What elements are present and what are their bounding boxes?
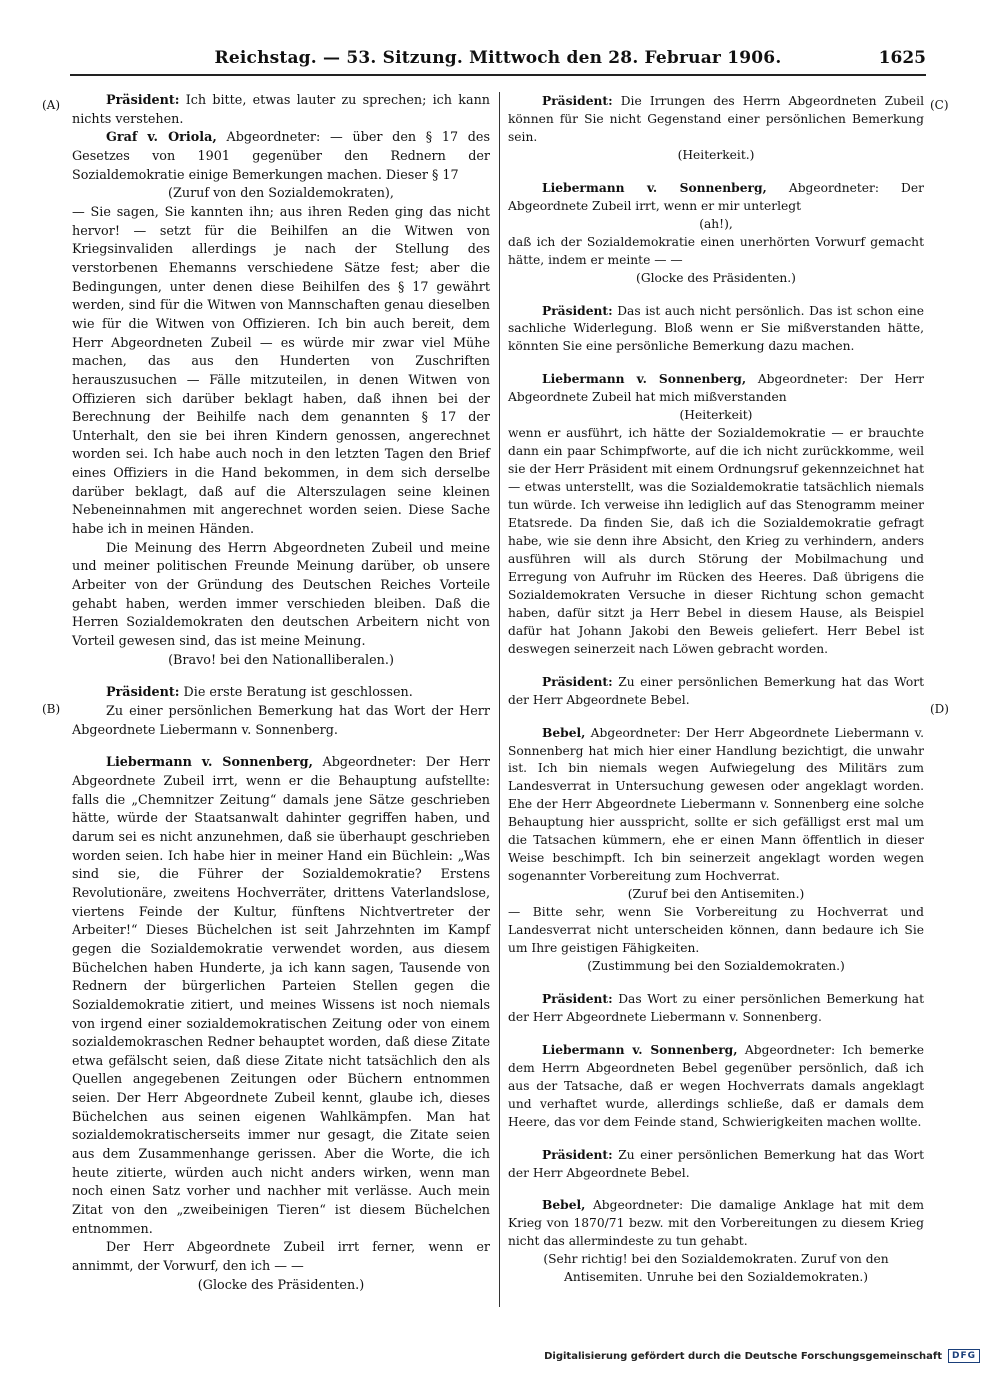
interjection: (Bravo! bei den Nationalliberalen.) (168, 652, 394, 668)
paragraph (508, 904, 924, 958)
speech-paragraph (508, 1146, 924, 1183)
speaker-name: Bebel, (542, 724, 586, 740)
speech-text: Zu einer persönlichen Bemerkung hat das Wort der Herr Abgeordnete Bebel. (508, 674, 924, 707)
paragraph (508, 234, 924, 270)
speaker-name: Präsident: (542, 990, 613, 1006)
speech-text: daß ich der Sozialdemokratie einen unerhörten Vorwurf gemacht hätte, indem er meinte — — (508, 234, 924, 267)
interjection: (Zustimmung bei den Sozialdemokraten.) (587, 958, 845, 973)
margin-mark-a: (A) (42, 98, 61, 112)
footer-credit: Digitalisierung gefördert durch die Deutsche Forschungsgemeinschaft (544, 1350, 942, 1362)
margin-mark-b: (B) (42, 702, 61, 716)
interjection: (Heiterkeit.) (677, 147, 755, 162)
speech-text: Abgeordneter: Der Herr Abgeordnete Zubeil hat mich mißverstanden (508, 372, 924, 405)
speech-text: — Bitte sehr, wenn Sie Vorbereitung zu Hochverrat und Landesverrat nicht unterscheiden können, dann bedaure ich Sie um Ihre geistigen Fähigkeiten. (508, 905, 924, 955)
paragraph (508, 425, 924, 658)
speaker-name: Präsident: (106, 93, 180, 108)
speech-paragraph (508, 1041, 924, 1132)
speech-text: Ich bitte, etwas lauter zu sprechen; ich kann nichts verstehen. (72, 93, 490, 127)
interjection: (Glocke des Präsidenten.) (636, 270, 796, 285)
speaker-name: Präsident: (542, 1146, 613, 1162)
speaker-name: Präsident: (106, 685, 180, 701)
speech-text: Die erste Beratung ist geschlossen. (179, 685, 413, 701)
interjection: (Heiterkeit) (679, 408, 753, 423)
speaker-name: Liebermann v. Sonnenberg, (542, 179, 767, 195)
speech-paragraph (508, 179, 924, 216)
interjection: (Zuruf bei den Antisemiten.) (627, 887, 805, 902)
paragraph (72, 540, 490, 652)
speech-text: Abgeordneter: Ich bemerke dem Herrn Abgeordneten Bebel gegenüber persönlich, daß ich aus der Tatsache, daß er wegen Hochverrats damals angeklagt und verhaftet wurde, allerdings schließe, daß er damals dem Heere, das vor dem Feinde stand, Schwierigkeiten machen wollte. (508, 1042, 924, 1129)
speech-text: Die Irrungen des Herrn Abgeordneten Zubeil können für Sie nicht Gegenstand einer persönlichen Bemerkung sein. (508, 94, 924, 144)
paragraph (72, 1239, 490, 1276)
speaker-name: Präsident: (542, 673, 613, 689)
speaker-name: Präsident: (542, 302, 613, 318)
speaker-name: Graf v. Oriola, (106, 130, 217, 146)
page-number: 1625 (878, 48, 926, 68)
speech-paragraph (72, 684, 490, 703)
interjection: (Sehr richtig! bei den Sozialdemokraten. Zuruf von den Antisemiten. Unruhe bei den Sozialdemokraten.) (543, 1252, 889, 1285)
speaker-name: Liebermann v. Sonnenberg, (106, 755, 313, 771)
speaker-name: Liebermann v. Sonnenberg, (542, 1041, 738, 1057)
footer (544, 1349, 980, 1363)
paragraph (72, 703, 490, 740)
running-header (70, 48, 926, 76)
speech-paragraph (72, 754, 490, 1239)
speech-text: Abgeordneter: — über den § 17 des Gesetzes von 1901 gegenüber den Rednern der Sozialdemokratie einige Bemerkungen machen. Dieser § 17 (72, 130, 490, 183)
speech-text: Die Meinung des Herrn Abgeordneten Zubeil und meine und meiner politischen Freunde Meinung darüber, ob unsere Arbeiter von der Gründung des Deutschen Reiches Vorteile gehabt haben, werden immer verschieden bleiben. Daß die Herren Sozialdemokraten den deutschen Arbeitern nicht von Vorteil gewesen sind, das ist meine Meinung. (72, 540, 490, 650)
paragraph (72, 204, 490, 540)
speech-paragraph (508, 673, 924, 710)
speech-text: Das Wort zu einer persönlichen Bemerkung hat der Herr Abgeordnete Liebermann v. Sonnenberg. (508, 991, 924, 1024)
speaker-name: Bebel, (542, 1197, 586, 1213)
margin-mark-c: (C) (930, 98, 949, 112)
speech-paragraph (72, 129, 490, 185)
speech-text: Der Herr Abgeordnete Zubeil irrt ferner, wenn er annimmt, der Vorwurf, den ich — — (72, 1240, 490, 1275)
speech-text: — Sie sagen, Sie kannten ihn; aus ihren Reden ging das nicht hervor! — setzt für die Beihilfen an die Witwen von Kriegsinvaliden allerdings je nach der Stellung des verstorbenen Ehemanns verschiedene Sätze fest; aber die Bedingungen, unter denen diese Beihilfen des § 17 gewährt werden, sind für die Witwen von Mannschaften genau dieselben wie für die Witwen von Offizieren. Ich bin auch bereit, dem Herr Abgeordneten Zubeil — es würde mir zwar viel Mühe machen, das aus den Hunderten von Zuschriften herauszusuchen — Fälle mitzuteilen, in denen Witwen von Offizieren sich darüber beklagt haben, daß ihnen bei der Berechnung der Beihilfe nach dem genannten § 17 der Unterhalt, den sie bei ihren Kindern genossen, angerechnet worden sei. Ich habe auch noch in den letzten Tagen den Brief eines Offiziers in die Hand bekommen, in dem sich derselbe darüber beklagt, daß auf die Alterszulagen seine kleinen Nebeneinnahmen mit angerechnet worden seien. Diese Sache habe ich in meinen Händen. (72, 204, 490, 538)
interjection: (Zuruf von den Sozialdemokraten), (168, 186, 394, 202)
speech-text: Zu einer persönlichen Bemerkung hat das Wort der Herr Abgeordnete Liebermann v. Sonnenberg. (72, 704, 490, 738)
speaker-name: Liebermann v. Sonnenberg, (542, 371, 747, 387)
margin-mark-d: (D) (930, 702, 949, 716)
speech-text: Das ist auch nicht persönlich. Das ist schon eine sachliche Widerlegung. Bloß wenn er Sie mißverstanden hätte, könnten Sie eine persönliche Bemerkung dazu machen. (508, 303, 924, 354)
speech-paragraph (508, 724, 924, 887)
speech-paragraph (508, 92, 924, 147)
interjection: (ah!), (699, 216, 733, 231)
speech-text: Zu einer persönlichen Bemerkung hat das Wort der Herr Abgeordnete Bebel. (508, 1147, 924, 1180)
dfg-logo: DFG (948, 1349, 980, 1363)
header-title: Reichstag. — 53. Sitzung. Mittwoch den 28. Februar 1906. (214, 48, 782, 68)
speech-text: wenn er ausführt, ich hätte der Sozialdemokratie — er brauchte dann ein paar Schimpfworte, auf die ich nicht zurückkomme, weil sie der Herr Präsident mit einem Ordnungsruf gekennzeichnet hat — etwas unterstellt, was die Sozialdemokratie tatsächlich niemals tun würde. Ich verweise ihn lediglich auf das Stenogramm meiner Etatsrede. Da finden Sie, daß ich die Sozialdemokratie gefragt habe, wie sie denn ihre Absicht, den Krieg zu verhindern, anders ausführen will als durch Störung der Mobilmachung und Erregung von Aufruhr im Rücken des Heeres. Daß übrigens die Sozialdemokraten Versuche in dieser Richtung schon gemacht haben, dafür sitzt ja Herr Bebel in diesem Hause, als Beispiel dafür hat Johann Jakobi den Beweis geliefert. Herr Bebel ist deswegen seinerzeit nach Löwen gebracht worden. (508, 426, 924, 656)
right-column (508, 92, 924, 1287)
speech-paragraph (508, 370, 924, 407)
speech-text: Abgeordneter: Der Herr Abgeordnete Liebermann v. Sonnenberg hat mich hier einer Handlung bezichtigt, die unwahr ist. Ich bin niemals wegen Aufwiegelung des Militärs zum Landesverrat in Untersuchung gewesen oder angeklagt worden. Ehe der Herr Abgeordnete Liebermann v. Sonnenberg eine solche Behauptung hier ausspricht, sollte er sich gefälligst erst mal um die Tatsachen kümmern, ehe er einen Mann öffentlich in dieser Weise beschimpft. Ich bin seinerzeit angeklagt worden wegen sogenannter Vorbereitung zum Hochverrat. (508, 725, 924, 884)
speaker-name: Präsident: (542, 93, 613, 108)
speech-paragraph (508, 1196, 924, 1251)
speech-paragraph (508, 302, 924, 357)
speech-text: Abgeordneter: Der Abgeordnete Zubeil irrt, wenn er mir unterlegt (508, 180, 924, 213)
column-divider (499, 92, 500, 1307)
interjection: (Glocke des Präsidenten.) (197, 1277, 365, 1293)
speech-paragraph (72, 92, 490, 129)
left-column (72, 92, 490, 1295)
speech-text: Abgeordneter: Die damalige Anklage hat mit dem Krieg von 1870/71 bezw. mit den Vorbereitungen zu diesem Krieg nicht das allermindeste zu tun gehabt. (508, 1198, 924, 1249)
speech-paragraph (508, 990, 924, 1027)
speech-text: Abgeordneter: Der Herr Abgeordnete Zubeil irrt, wenn er die Behauptung aufstellte: falls die „Chemnitzer Zeitung“ damals jene Sätze geschrieben hätte, würde der Staatsanwalt dahinter gegriffen haben, und darum sei es nicht anzunehmen, daß sie überhaupt geschrieben worden seien. Ich habe hier in meiner Hand ein Büchlein: „Was sind sie, die Führer der Sozialdemokratie? Erstens Revolutionäre, zweitens Hochverräter, drittens Vaterlandslose, viertens Feinde der Kultur, fünftens Nichtvertreter der Arbeiter!“ Dieses Büchelchen ist seit Jahrzehnten im Kampf gegen die Sozialdemokratie verwendet worden, aus diesem Büchelchen haben Hunderte, ja ich kann sagen, Tausende von Rednern der bürgerlichen Parteien Stellen gegen die Sozialdemokratie zitiert, und meines Wissens ist noch niemals von irgend einer sozialdemokratischen Zeitung oder von einem sozialdemokraschen Redner behauptet worden, daß diese Zitate etwa gefälscht seien, daß diese Zitate nicht tatsächlich den als Quellen angegebenen Zeitungen oder Büchern entnommen seien. Der Herr Abgeordnete Zubeil kennt, glaube ich, dieses Büchelchen aus seinen eigenen Wahlkämpfen. Man hat sozialdemokratischerseits immer nur gesagt, die Zitate seien aus dem Zusammenhange gerissen. Aber die Worte, die ich heute zitierte, würden auch nicht anders wirken, wenn man noch einen Satz vorher und nachher mit verlässe. Auch mein Zitat von den „zweibeinigen Tieren“ ist diesem Büchelchen entnommen. (72, 755, 490, 1237)
